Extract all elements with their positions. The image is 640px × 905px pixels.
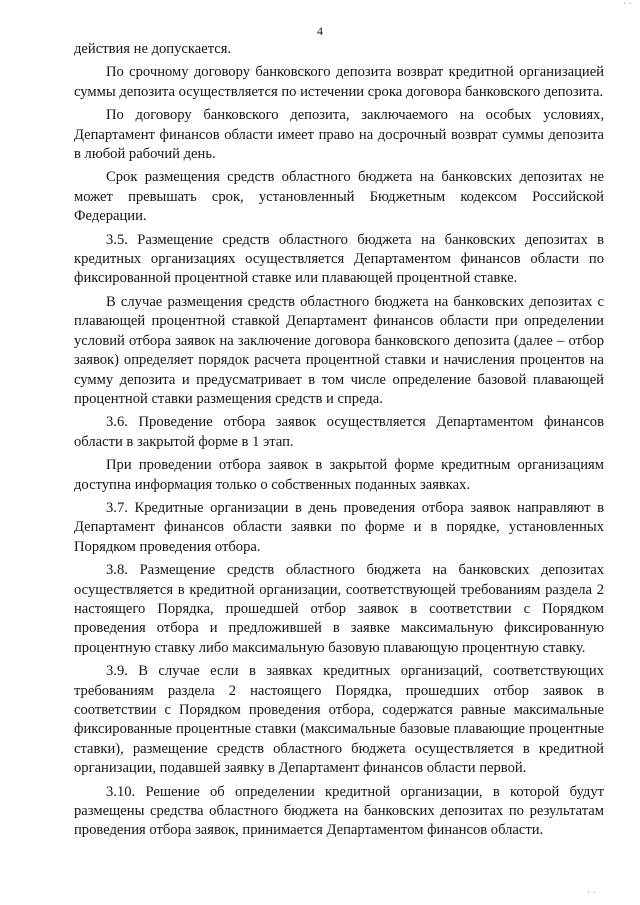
paragraph-3-7: 3.7. Кредитные организации в день проведения отбора заявок направляют в Департамент финансов области заявки по форме и в порядке, установленных Порядком проведения отбора.	[74, 499, 604, 555]
corner-mark-bottom: · ·	[586, 888, 596, 899]
page-number: 4	[317, 24, 323, 38]
paragraph-3-9: 3.9. В случае если в заявках кредитных организаций, соответствующих требованиям раздела 2 настоящего Порядка, прошедших отбор заявок в соответствии с Порядком проведения отбора, содержатся равные максимальные фиксированные процентные ставки (максимальные базовые плавающие процентные ставки), размещение средств областного бюджета осуществляется в кредитной организации, подавшей заявку в Департамент финансов области первой.	[74, 663, 604, 777]
paragraph-deposit-term: Срок размещения средств областного бюджета на банковских депозитах не может превышать срок, установленный Бюджетным кодексом Российской Федерации.	[74, 169, 604, 225]
paragraph-term-deposit-return: По срочному договору банковского депозита возврат кредитной организацией суммы депозита осуществляется по истечении срока договора банковского депозита.	[74, 64, 604, 100]
document-body	[74, 40, 604, 845]
paragraph-floating-rate: В случае размещения средств областного бюджета на банковских депозитах с плавающей процентной ставкой Департамент финансов области при определении условий отбора заявок на заключение договора банковского депозита (далее – отбор заявок) определяет порядок расчета процентной ставки и начисления процентов на сумму депозита и предусматривает в том числе определение базовой плавающей процентной ставки размещения средств и спреда.	[74, 293, 604, 407]
paragraph-special-conditions: По договору банковского депозита, заключаемого на особых условиях, Департамент финансов области имеет право на досрочный возврат суммы депозита в любой рабочий день.	[74, 107, 604, 163]
paragraph-3-8: 3.8. Размещение средств областного бюджета на банковских депозитах осуществляется в кредитной организации, соответствующей требованиям раздела 2 настоящего Порядка, прошедшей отбор заявок в соответствии с Порядком проведения отбора и предложившей в заявке максимальную фиксированную процентную ставку либо максимальную базовую плавающую процентную ставку.	[74, 562, 604, 656]
paragraph-3-10: 3.10. Решение об определении кредитной организации, в которой будут размещены средства областного бюджета на банковских депозитах по результатам проведения отбора заявок, принимается Департаментом финансов области.	[74, 783, 604, 839]
paragraph-closed-form: При проведении отбора заявок в закрытой форме кредитным организациям доступна информация только о собственных поданных заявках.	[74, 457, 604, 493]
corner-mark-top: · ·	[622, 0, 632, 10]
paragraph-continuation: действия не допускается.	[74, 41, 232, 57]
paragraph-3-5: 3.5. Размещение средств областного бюджета на банковских депозитах в кредитных организациях осуществляется Департаментом финансов области по фиксированной процентной ставке или плавающей процентной ставке.	[74, 231, 604, 287]
paragraph-3-6: 3.6. Проведение отбора заявок осуществляется Департаментом финансов области в закрытой форме в 1 этап.	[74, 414, 604, 450]
